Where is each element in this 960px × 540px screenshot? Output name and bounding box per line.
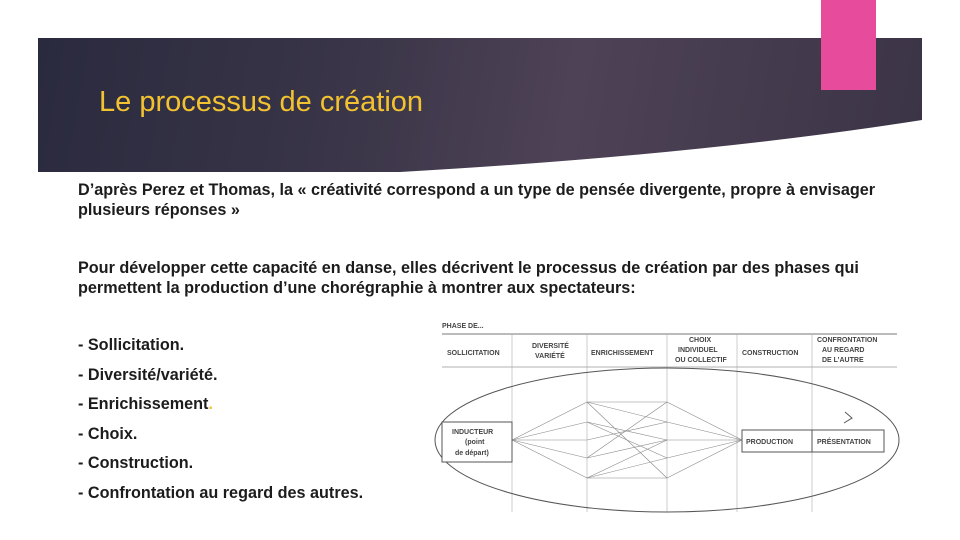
- inducteur-sub: de départ): [455, 450, 489, 457]
- list-item: - Enrichissement.: [78, 395, 213, 413]
- creation-process-diagram: [412, 312, 902, 524]
- phase-label: ENRICHISSEMENT: [591, 350, 654, 357]
- phase-list: [78, 335, 363, 512]
- intro-paragraph: Pour développer cette capacité en danse, elles décrivent le processus de création par des phases qui permettent la production d’une chorégraphie à montrer aux spectateurs:: [78, 259, 859, 297]
- presentation-label: PRÉSENTATION: [817, 439, 871, 446]
- phase-label: VARIÉTÉ: [535, 353, 565, 360]
- phase-label: DE L’AUTRE: [822, 357, 864, 364]
- phase-label: OU COLLECTIF: [675, 357, 727, 364]
- diagram-svg: [412, 312, 902, 524]
- inducteur-sub: (point: [465, 439, 485, 446]
- slide-title: Le processus de création: [99, 86, 424, 118]
- list-item: - Diversité/variété.: [78, 365, 218, 384]
- inducteur-title: INDUCTEUR: [452, 429, 494, 436]
- quote-paragraph: D’après Perez et Thomas, la « créativité correspond a un type de pensée divergente, propre à envisager plusieurs réponses »: [78, 181, 876, 219]
- phase-label: CONFRONTATION: [817, 337, 878, 344]
- list-item: - Confrontation au regard des autres.: [78, 483, 364, 502]
- pink-accent-bar: [821, 0, 876, 90]
- phase-label: INDIVIDUEL: [678, 347, 718, 354]
- phase-label: CONSTRUCTION: [742, 350, 799, 357]
- list-item: - Construction.: [78, 454, 194, 472]
- phase-label: CHOIX: [689, 337, 712, 344]
- diagram-header: PHASE DE...: [442, 323, 484, 330]
- yellow-dot: .: [208, 395, 213, 413]
- list-item: - Choix.: [78, 424, 138, 443]
- phase-label: AU REGARD: [822, 347, 865, 354]
- production-label: PRODUCTION: [746, 439, 794, 446]
- list-item: - Sollicitation.: [78, 336, 185, 354]
- phase-label: DIVERSITÉ: [532, 343, 569, 350]
- phase-label: SOLLICITATION: [447, 350, 500, 357]
